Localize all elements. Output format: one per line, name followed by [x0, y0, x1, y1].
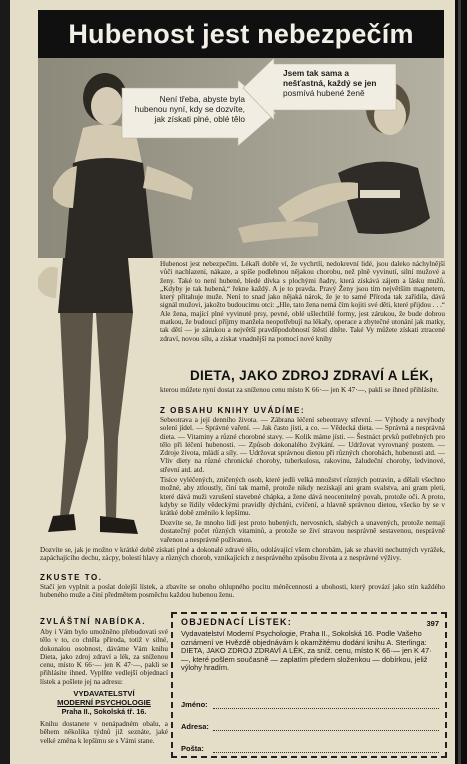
name-label: Jméno: — [181, 700, 208, 709]
special-heading: ZVLÁŠTNÍ NABÍDKA. — [40, 617, 146, 626]
callout-left: Není třeba, abyste byla hubenou nyní, kdy se dozvíte, jak získati plné, oblé tělo — [134, 94, 245, 124]
advert-photo — [38, 58, 444, 258]
callout-right-line2: nešťastná, každý se jen — [283, 78, 377, 88]
page-edge-strip — [458, 0, 461, 764]
summary-text: Dozvíte se, jak je možno v krátké době získati plné a dokonalé zdravé tělo, odolávající všem chorobám, jak se zbavíti nechutných vyrážek, zapáchajícího dechu, zácpy, bolestí hlavy a různých chorob, vznikajících z nesprávného způsobu života a z nesprávné výživy. — [40, 546, 445, 563]
special-text: Aby i Vám bylo umožněno přebudovati své tělo v to, co chtěla příroda, totiž v silné, dokonalou osobnost, dáváme Vám knihu Dieta, jako zdroj zdraví a lék, za sníženou cenu, místo K 66·— jen K 47·—, pakli se přihlásíte ihned. Vyplňte vedlejší objednací lístek a pošlete jej na adresu: — [40, 628, 168, 686]
try-text: Stačí jen vyplnit a poslat dolejší lístek, a zbavíte se onoho ohlupného pocitu méněcennosti a ubohosti, který provází jako stín každého hubeného muže a činí předmětem posměchu každou hubenou ženu. — [40, 583, 445, 600]
adjacent-page-edge — [455, 0, 467, 764]
intro-paragraph: Hubenost jest nebezpečím. Lékaři dobře ví, že vychrtlí, nedokrevní lidé, jsou daleko náchylnější vůči nachlazení, nákaze, a spíše podlehnou nějakou chorobu, než plně vyvinutí, silní mužové a ženy. Také to není hubené, bledé dívka s plochými ňadry, která získává zájem a lásku mužů. „Kdyby je tak hubená,“ řekne každý. A je to pravda. Pravý Ženy jsou tím největším magnetem, který přitahuje muže. Není to snad jako nějaká nárok, že je to samé Příroda tak zařídila, dává signál mužovi, jakožto budoucímu otci: „Hle, tato žena nemá čím kojiti své děti, které přijdou . . .“ Ale žena, mající plné vyvinuté prsy, pevné, oblé ušlechtilé formy, jest zárukou, že bude dobrou matkou, že budoucí příjmy manžela neopotřebují na lékařy, operace a zbytečné utonání jak matky, tak dětí — je zárukou a největší pravděpodobností štěstí dítěte. Také Vy můžete získati ztracené zdraví, novou sílu, a získat vnadnější na pomocí nové knihy — [160, 260, 445, 343]
try-heading: ZKUSTE TO. — [40, 573, 103, 582]
special-offer-column — [40, 617, 168, 745]
post-label: Pošta: — [181, 744, 204, 753]
testimonial-text: Tisíce vyléčených, zničených osob, které jedli velká množství různých potravin, a dělali všechno možné, aby ztloustly, činí tak marně, protože nikdy nezískají ani gram svalstva, ani gram pleti, které dává muži vzrušení stavebné chápka, a žene dává neocenitelný povah, protože oči. A proto, kdyby se řídily vědeckými pravidly dýchání, cvičení, a hlavně správnou dietou, všecko by se v krátké době změnilo k lepšímu. — [160, 476, 445, 518]
publisher-sub: MODERNÍ PSYCHOLOGIE — [57, 698, 151, 708]
address-label: Adresa: — [181, 722, 209, 731]
left-footer: Knihu dostanete v nenápadném obalu, a během několika týdnů již seznáte, jaké velké změna k lepšímu se s Vámi stane. — [40, 720, 168, 745]
callout-right-line3: posmívá hubené ženě — [283, 88, 365, 98]
coupon-title: OBJEDNACÍ LÍSTEK: — [181, 617, 292, 627]
contents-text: Sebeotrava a její denního života. — Zábrana léčení sebeotravy střevní. — Výhody a nevýhody solení jídel. — Správné vaření. — Jak často jísti, a co. — Vědecká dieta. — Správná a nesprávná dieta. — Vitaminy a různé chorobné stavy. — Kolik máme jísti. — Šestnáct prvků potřebných pro tělo při léčení hubenosti. — Způsob dokonalého žvýkání. — Udržovat vyrovnaný postem. — Zdroje života, mládí a síly. — Udržovat správnou dietou při různých chorobách, hubenosti atd. — Vliv diety na různé chronické choroby, tuberkulosu, rakovinu, žaludeční choroby, ledvinové, střevní atd. atd. — [160, 416, 445, 474]
order-coupon — [171, 612, 447, 758]
callout-right-line1: Jsem tak sama a — [283, 68, 349, 78]
publisher-address: Praha II., Sokolská tř. 16. — [61, 707, 147, 717]
coupon-text: Vydavatelství Moderní Psychologie, Praha II., Sokolská 16. Podle Vašeho oznámení ve Hvězdě objednávám k okamžitému dodání knihu A. Sterlinga: DIETA, JAKO ZDROJ ZDRAVÍ A LÉK, za sníž. cenu, místo K 66·— jen K 47·—, které pošlem současně — zaplatím předem složenkou — dobírkou, jeliž výlohy hradím. — [181, 629, 432, 673]
publisher-name: VYDAVATELSTVÍ — [73, 689, 135, 699]
magazine-page — [10, 0, 455, 764]
callout-right — [283, 68, 395, 98]
page-title: Hubenost jest nebezpečím — [38, 10, 444, 58]
address-field[interactable] — [213, 730, 439, 731]
testimonial-text-2: Dozvíte se, že mnoho lidí jest proto hubených, nervosních, slabých a unavených, protože nemají dostatečný počet různých vitaminů, a protože se živí stravou nesprávně sestavenou, nesprávně vařenou a nesprávně požívanou. — [160, 519, 445, 544]
contents-heading: Z OBSAHU KNIHY UVÁDÍME: — [160, 406, 306, 415]
coupon-number: 397 — [426, 619, 439, 628]
book-title: DIETA, JAKO ZDROJ ZDRAVÍ A LÉK, — [190, 368, 434, 383]
book-offer: kterou můžete nyní dostat za sníženou cenu místo K 66·— jen K 47·—, pakli se ihned přihlásíte. — [160, 386, 439, 394]
post-field[interactable] — [213, 752, 439, 753]
standing-woman-lower — [38, 258, 158, 548]
name-field[interactable] — [213, 708, 439, 709]
publisher-block — [40, 689, 168, 716]
